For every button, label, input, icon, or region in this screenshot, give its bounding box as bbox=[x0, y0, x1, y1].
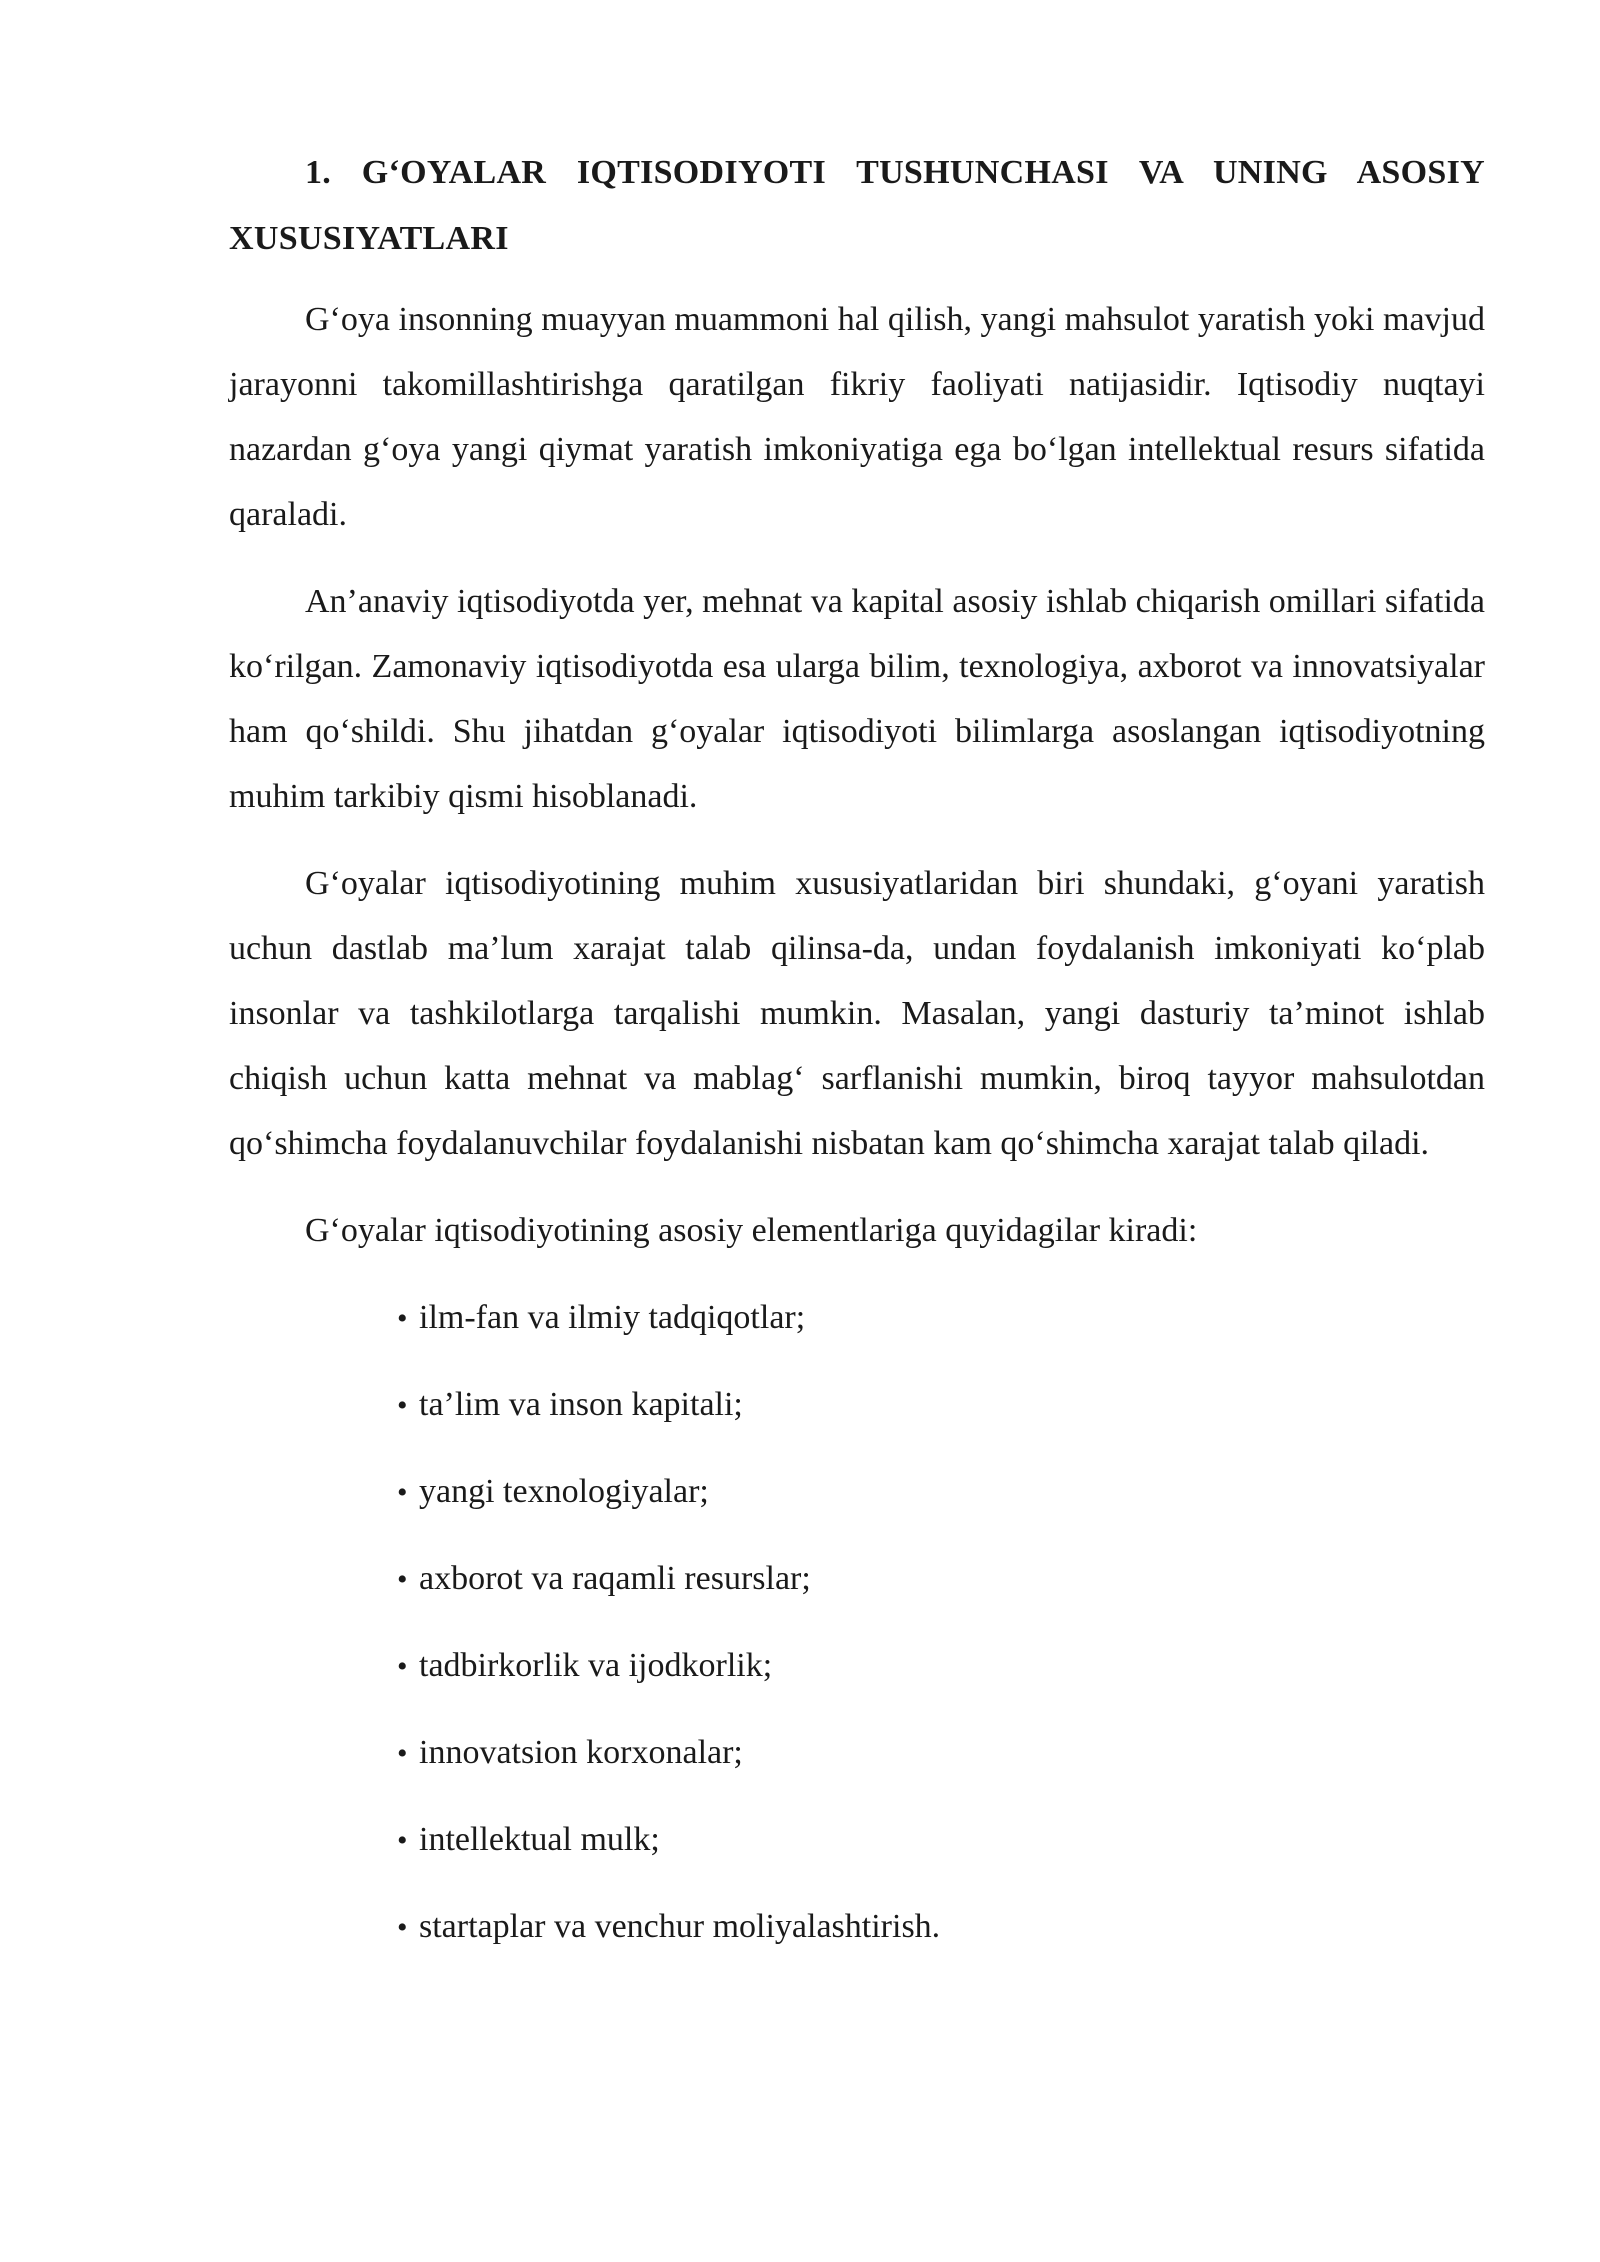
list-item bbox=[397, 1720, 1485, 1786]
list-item-text: ta’lim va inson kapitali; bbox=[419, 1386, 743, 1423]
bullet-icon: • bbox=[397, 1476, 408, 1509]
list-item-text: axborot va raqamli resurslar; bbox=[419, 1560, 811, 1597]
list-item-text: ilm-fan va ilmiy tadqiqotlar; bbox=[419, 1299, 806, 1336]
bullet-icon: • bbox=[397, 1911, 408, 1944]
list-item bbox=[397, 1546, 1485, 1612]
bullet-icon: • bbox=[397, 1737, 408, 1770]
section-heading: 1. G‘OYALAR IQTISODIYOTI TUSHUNCHASI VA UNING ASOSIY XUSUSIYATLARI bbox=[229, 154, 1485, 257]
list-item-text: innovatsion korxonalar; bbox=[419, 1734, 743, 1771]
list-item bbox=[397, 1894, 1485, 1960]
bullet-icon: • bbox=[397, 1302, 408, 1335]
list-item-text: yangi texnologiyalar; bbox=[419, 1473, 709, 1510]
list-item bbox=[397, 1633, 1485, 1699]
bullet-icon: • bbox=[397, 1563, 408, 1596]
paragraph-2: An’anaviy iqtisodiyotda yer, mehnat va kapital asosiy ishlab chiqarish omillari sifatida ko‘rilgan. Zamonaviy iqtisodiyotda esa ularga bilim, texnologiya, axborot va innovatsiyalar ham qo‘shildi. Shu jihatdan g‘oyalar iqtisodiyoti bilimlarga asoslangan iqtisodiyotning muhim tarkibiy qismi hisoblanadi. bbox=[229, 583, 1485, 815]
bullet-icon: • bbox=[397, 1824, 408, 1857]
paragraph-1: G‘oya insonning muayyan muammoni hal qilish, yangi mahsulot yaratish yoki mavjud jarayonni takomillashtirishga qaratilgan fikriy faoliyati natijasidir. Iqtisodiy nuqtayi nazardan g‘oya yangi qiymat yaratish imkoniyatiga ega bo‘lgan intellektual resurs sifatida qaraladi. bbox=[229, 301, 1485, 533]
list-item-text: intellektual mulk; bbox=[419, 1821, 660, 1858]
document-page bbox=[229, 140, 1485, 1981]
paragraph-4: G‘oyalar iqtisodiyotining asosiy elementlariga quyidagilar kiradi: bbox=[305, 1212, 1198, 1249]
list-item bbox=[397, 1459, 1485, 1525]
list-item-text: tadbirkorlik va ijodkorlik; bbox=[419, 1647, 773, 1684]
bullet-icon: • bbox=[397, 1650, 408, 1683]
elements-list bbox=[229, 1285, 1485, 1960]
bullet-icon: • bbox=[397, 1389, 408, 1422]
list-item bbox=[397, 1372, 1485, 1438]
list-item-text: startaplar va venchur moliyalashtirish. bbox=[419, 1908, 941, 1945]
list-item bbox=[397, 1285, 1485, 1351]
list-item bbox=[397, 1807, 1485, 1873]
paragraph-3: G‘oyalar iqtisodiyotining muhim xususiyatlaridan biri shundaki, g‘oyani yaratish uchun dastlab ma’lum xarajat talab qilinsa-da, undan foydalanish imkoniyati ko‘plab insonlar va tashkilotlarga tarqalishi mumkin. Masalan, yangi dasturiy ta’minot ishlab chiqish uchun katta mehnat va mablag‘ sarflanishi mumkin, biroq tayyor mahsulotdan qo‘shimcha foydalanuvchilar foydalanishi nisbatan kam qo‘shimcha xarajat talab qiladi. bbox=[229, 865, 1485, 1162]
